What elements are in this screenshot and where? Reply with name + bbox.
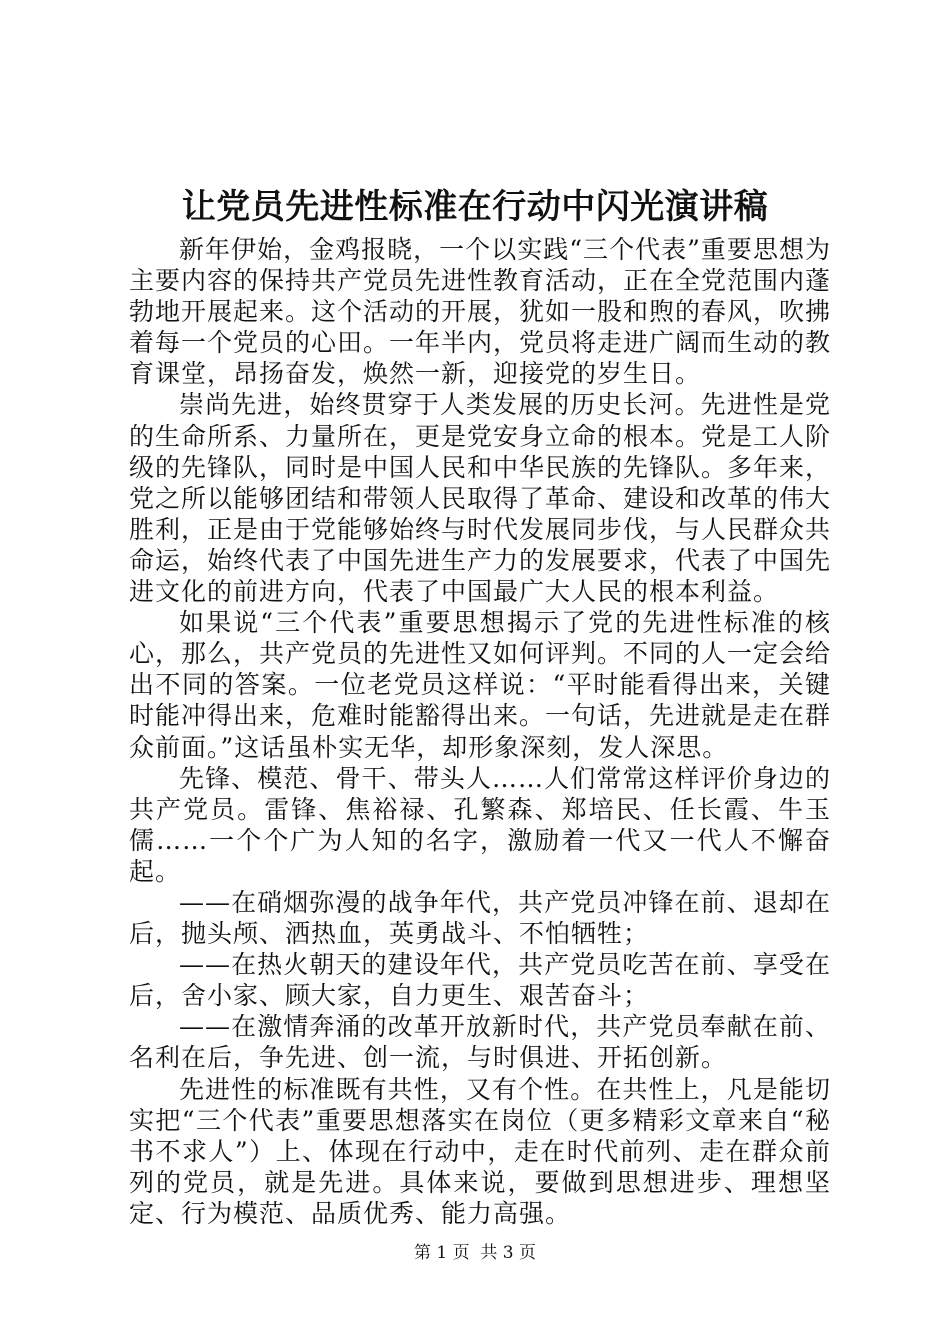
paragraph: 如果说“三个代表”重要思想揭示了党的先进性标准的核心，那么，共产党员的先进性又如何评判。不同的人一定会给出不同的答案。一位老党员这样说：“平时能看得出来，关键时能冲得出来，危难时能豁得出来。一句话，先进就是走在群众前面。”这话虽朴实无华，却形象深刻，发人深思。 — [129, 608, 832, 762]
page-number-footer: 第 1 页 共 3 页 — [413, 1243, 537, 1263]
paragraph: ——在硝烟弥漫的战争年代，共产党员冲锋在前、退却在后，抛头颅、洒热血，英勇战斗、不怕牺牲； — [129, 887, 831, 949]
document-title: 让党员先进性标准在行动中闪光演讲稿 — [181, 187, 769, 227]
paragraph: 先进性的标准既有共性，又有个性。在共性上，凡是能切实把“三个代表”重要思想落实在岗位（更多精彩文章来自“秘书不求人”）上、体现在行动中，走在时代前列、走在群众前列的党员，就是先进。具体来说，要做到思想进步、理想坚定、行为模范、品质优秀、能力高强。 — [129, 1074, 831, 1228]
paragraph: ——在热火朝天的建设年代，共产党员吃苦在前、享受在后，舍小家、顾大家，自力更生、艰苦奋斗； — [129, 950, 831, 1011]
paragraph: 新年伊始，金鸡报晓，一个以实践“三个代表”重要思想为主要内容的保持共产党员先进性教育活动，正在全党范围内蓬勃地开展起来。这个活动的开展，犹如一股和煦的春风，吹拂着每一个党员的心田。一年半内，党员将走进广阔而生动的教育课堂，昂扬奋发，焕然一新，迎接党的岁生日。 — [129, 235, 832, 389]
paragraph: ——在激情奔涌的改革开放新时代，共产党员奉献在前、名利在后，争先进、创一流，与时俱进、开拓创新。 — [129, 1012, 831, 1073]
paragraph: 崇尚先进，始终贯穿于人类发展的历史长河。先进性是党的生命所系、力量所在，更是党安身立命的根本。党是工人阶级的先锋队，同时是中国人民和中华民族的先锋队。多年来，党之所以能够团结和带领人民取得了革命、建设和改革的伟大胜利，正是由于党能够始终与时代发展同步伐，与人民群众共命运，始终代表了中国先进生产力的发展要求，代表了中国先进文化的前进方向，代表了中国最广大人民的根本利益。 — [129, 390, 832, 607]
paragraph: 先锋、模范、骨干、带头人……人们常常这样评价身边的共产党员。雷锋、焦裕禄、孔繁森、郑培民、任长霞、牛玉儒……一个个广为人知的名字，激励着一代又一代人不懈奋起。 — [129, 763, 831, 886]
document-body — [129, 234, 831, 1229]
